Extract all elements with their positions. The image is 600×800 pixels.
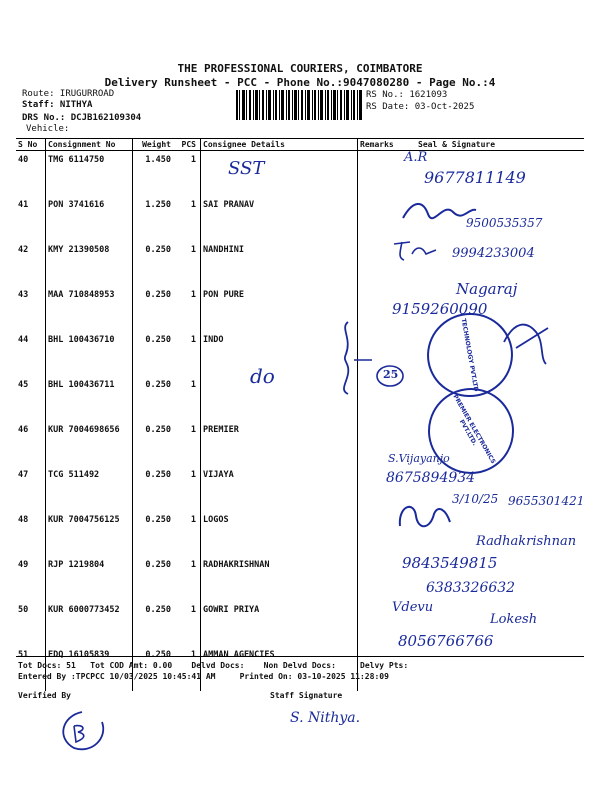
row-sno: 45 — [16, 376, 46, 421]
handwritten-phone-50: 6383326632 — [426, 580, 516, 596]
handwritten-phone-42: 9994233004 — [452, 246, 535, 261]
stamp-2-text: PREMIER ELECTRONICS PVT.LTD. — [451, 393, 497, 465]
row-remarks — [358, 196, 397, 241]
handwritten-name-50: Vdevu — [392, 600, 434, 615]
col-consignee: Consignee Details — [201, 139, 358, 151]
row-consignee: PREMIER — [201, 421, 358, 466]
col-weight: Weight — [133, 139, 174, 151]
col-remarks: Remarks — [358, 139, 397, 151]
barcode-image — [236, 90, 362, 120]
table-bottom-rule — [16, 656, 584, 657]
row-consignment-no: TCG 511492 — [46, 466, 133, 511]
row-remarks — [358, 511, 397, 556]
company-title: THE PROFESSIONAL COURIERS, COIMBATORE — [177, 62, 423, 75]
handwritten-phone-40: 9677811149 — [424, 168, 526, 187]
handwritten-phone-51: 8056766766 — [398, 632, 494, 650]
row-consignment-no: KUR 7004756125 — [46, 511, 133, 556]
handwritten-name-43: Nagaraj — [456, 280, 518, 298]
row-pcs: 1 — [173, 511, 201, 556]
brace-mark-icon — [338, 318, 418, 398]
row-consignment-no: BHL 100436710 — [46, 331, 133, 376]
staff-label: Staff: NITHYA — [22, 100, 93, 110]
vehicle-label: Vehicle: — [26, 124, 70, 134]
signature-48-icon — [394, 496, 454, 536]
verifier-signature-icon — [52, 708, 112, 754]
row-weight: 0.250 — [145, 380, 171, 390]
row-sno: 41 — [16, 196, 46, 241]
tot-cod-amt: Tot COD Amt: 0.00 — [90, 661, 173, 670]
delvd-docs: Delvd Docs: — [191, 661, 245, 670]
row-pcs: 1 — [173, 196, 201, 241]
row-sno: 50 — [16, 601, 46, 646]
row-consignment-no: EDQ 16105839 — [46, 646, 133, 691]
row-weight: 1.450 — [145, 155, 171, 165]
delvy-pts: Delvy Pts: — [360, 661, 409, 670]
row-consignment-no: KMY 21390508 — [46, 241, 133, 286]
row-consignment-no: RJP 1219804 — [46, 556, 133, 601]
row-weight: 0.250 — [145, 335, 171, 345]
row-consignment-no: BHL 100436711 — [46, 376, 133, 421]
col-consignment: Consignment No — [46, 139, 133, 151]
handwritten-name-47: S.Vijayanjo — [388, 452, 450, 465]
tot-docs: Tot Docs: 51 — [18, 661, 76, 670]
row-consignee: INDO — [201, 331, 358, 376]
row-weight: 0.250 — [145, 245, 171, 255]
handwritten-date-48: 3/10/25 — [452, 492, 499, 506]
handwritten-phone-43: 9159260090 — [392, 300, 488, 318]
row-consignee: AMMAN AGENCIES — [201, 646, 358, 691]
handwritten-phone-47: 8675894934 — [386, 470, 476, 486]
footer-totals-line — [18, 661, 408, 670]
handwritten-phone-49: 9843549815 — [402, 554, 498, 572]
col-sno: S No — [16, 139, 46, 151]
staff-signature-label: Staff Signature — [270, 691, 343, 700]
table-row — [16, 466, 584, 511]
rs-date: RS Date: 03-Oct-2025 — [366, 102, 475, 112]
drs-number: DRS No.: DCJB162109304 — [22, 113, 142, 123]
row-consignee — [201, 151, 358, 197]
row-consignment-no: MAA 710848953 — [46, 286, 133, 331]
row-pcs: 1 — [173, 151, 201, 197]
row-pcs: 1 — [173, 286, 201, 331]
footer-entry-line — [18, 672, 389, 681]
row-weight: 0.250 — [145, 515, 171, 525]
row-weight: 0.250 — [145, 560, 171, 570]
row-sno: 46 — [16, 421, 46, 466]
row-consignee: GOWRI PRIYA — [201, 601, 358, 646]
non-delvd-docs: Non Delvd Docs: — [263, 661, 336, 670]
row-weight: 0.250 — [145, 605, 171, 615]
row-sno: 49 — [16, 556, 46, 601]
row-pcs: 1 — [173, 331, 201, 376]
row-sno: 40 — [16, 151, 46, 197]
route-label: Route: IRUGURROAD — [22, 89, 115, 99]
row-consignee: NANDHINI — [201, 241, 358, 286]
handwritten-name-49: Radhakrishnan — [476, 534, 577, 549]
row-pcs: 1 — [173, 376, 201, 421]
row-sno: 51 — [16, 646, 46, 691]
runsheet-subtitle: Delivery Runsheet - PCC - Phone No.:9047080280 - Page No.:4 — [104, 76, 496, 89]
row-seal-signature — [396, 646, 584, 691]
row-sno: 43 — [16, 286, 46, 331]
rs-number: RS No.: 1621093 — [366, 90, 448, 100]
handwritten-phone-41: 9500535357 — [466, 216, 543, 230]
circled-count-25: 25 — [383, 368, 399, 381]
row-weight: 0.250 — [145, 470, 171, 480]
stamp-1-text: TECHNOLOGY PVT.LTD — [460, 317, 480, 393]
row-weight: 0.250 — [145, 650, 171, 660]
table-header-row — [16, 139, 584, 151]
printed-on: Printed On: 03-10-2025 11:28:09 — [239, 672, 389, 681]
row-remarks — [358, 151, 397, 197]
col-pcs: PCS — [173, 139, 201, 151]
row-pcs: 1 — [173, 466, 201, 511]
row-consignment-no: KUR 6000773452 — [46, 601, 133, 646]
row-sno: 47 — [16, 466, 46, 511]
row-weight: 1.250 — [145, 200, 171, 210]
row-pcs: 1 — [173, 421, 201, 466]
row-consignee: LOGOS — [201, 511, 358, 556]
row-consignee: PON PURE — [201, 286, 358, 331]
row-sno: 44 — [16, 331, 46, 376]
handwritten-name-40: A.R — [404, 150, 428, 165]
row-consignment-no: TMG 6114750 — [46, 151, 133, 197]
row-consignee: RADHAKRISHNAN — [201, 556, 358, 601]
col-seal-signature: Seal & Signature — [396, 139, 584, 151]
handwritten-sst: SST — [228, 158, 265, 179]
row-pcs: 1 — [173, 556, 201, 601]
row-consignment-no: PON 3741616 — [46, 196, 133, 241]
signature-42-icon — [390, 236, 440, 264]
entered-by: Entered By :TPCPCC 10/03/2025 10:45:41 AM — [18, 672, 216, 681]
row-pcs: 1 — [173, 241, 201, 286]
row-remarks — [358, 601, 397, 646]
signature-44-icon — [496, 318, 556, 368]
row-consignment-no: KUR 7004698656 — [46, 421, 133, 466]
row-sno: 42 — [16, 241, 46, 286]
row-weight: 0.250 — [145, 425, 171, 435]
row-pcs: 1 — [173, 646, 201, 691]
staff-signature: S. Nithya. — [290, 710, 361, 726]
handwritten-phone-48: 9655301421 — [508, 494, 585, 508]
row-consignee — [201, 376, 358, 421]
verified-by-label: Verified By — [18, 691, 71, 700]
row-remarks — [358, 556, 397, 601]
row-weight: 0.250 — [145, 290, 171, 300]
row-consignee: SAI PRANAV — [201, 196, 358, 241]
row-sno: 48 — [16, 511, 46, 556]
handwritten-name-51: Lokesh — [490, 612, 538, 627]
handwritten-ditto: do — [250, 364, 275, 388]
row-consignee: VIJAYA — [201, 466, 358, 511]
row-pcs: 1 — [173, 601, 201, 646]
